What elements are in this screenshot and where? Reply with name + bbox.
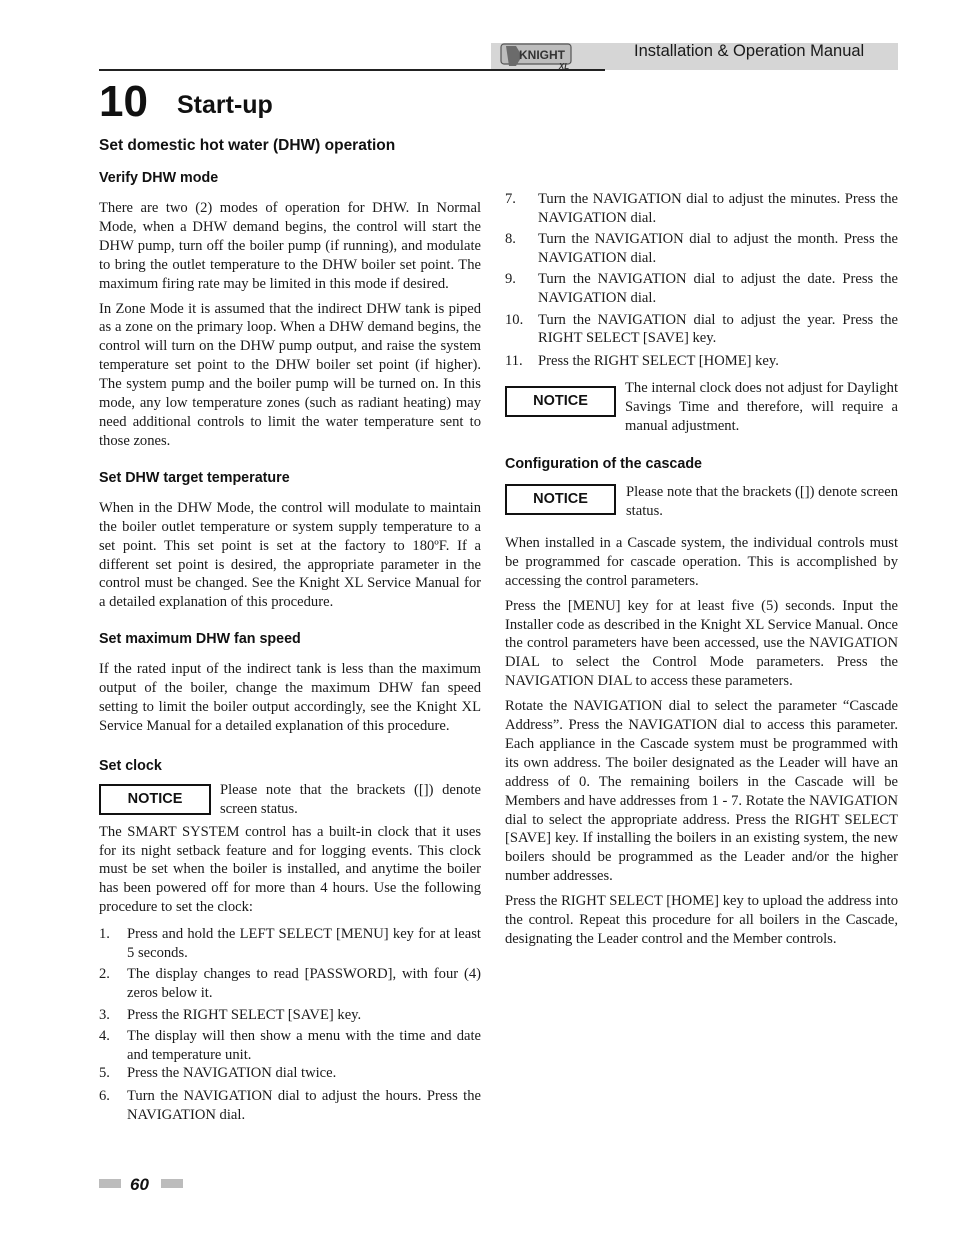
knight-xl-logo [500, 42, 580, 70]
chapter-title: Start-up [177, 91, 273, 119]
cascade-heading: Configuration of the cascade [505, 456, 703, 473]
notice-label: NOTICE [505, 386, 616, 417]
cascade-paragraph-2: Press the [MENU] key for at least five (5) seconds. Input the Installer code as described in the Knight XL Service Manual. Once the control parameters have been accessed, use the NAVIGATION DIAL to select the Control Mode parameters. Press the NAVIGATION DIAL to access these parameters. [505, 597, 898, 690]
clock-steps-list [99, 925, 481, 1124]
set-clock-heading: Set clock [99, 757, 162, 774]
dst-notice [505, 379, 898, 436]
notice-label: NOTICE [99, 784, 211, 815]
footer-bar-left [99, 1179, 121, 1188]
notice-text: Please note that the brackets ([]) denote screen status. [626, 484, 898, 519]
list-item: 9. Turn the NAVIGATION dial to adjust the date. Press the NAVIGATION dial. [505, 271, 898, 306]
cascade-paragraph-4: Press the RIGHT SELECT [HOME] key to upload the address into the control. Repeat this procedure for all boilers in the Cascade, designating the Leader control and the Member controls. [505, 893, 898, 947]
verify-dhw-paragraph-1: There are two (2) modes of operation for DHW. In Normal Mode, when a DHW demand begins, the control will start the DHW pump, turn off the boiler pump (if running), and modulate to bring the outlet temperature to the DHW boiler set point. The maximum firing rate may be limited in this mode if desired. [99, 200, 481, 292]
list-item: 3. Press the RIGHT SELECT [SAVE] key. [99, 1006, 362, 1023]
dhw-fan-heading: Set maximum DHW fan speed [99, 631, 301, 648]
footer-bar-right [161, 1179, 183, 1188]
notice-text: The internal clock does not adjust for Daylight Savings Time and therefore, will require a manual adjustment. [625, 380, 898, 435]
list-item: 4. The display will then show a menu with the time and date and temperature unit. [99, 1028, 481, 1063]
list-item: 8. Turn the NAVIGATION dial to adjust the month. Press the NAVIGATION dial. [505, 231, 898, 266]
clock-notice [99, 781, 481, 819]
left-column [99, 136, 481, 1124]
cascade-paragraph-1: When installed in a Cascade system, the individual controls must be programmed for cascade operation. This is accomplished by accessing the control parameters. [505, 534, 898, 589]
dhw-target-paragraph: When in the DHW Mode, the control will modulate to maintain the boiler outlet temperature or system supply temperature to a set point. This set point is set at the factory to 180ºF. If a different set point is desired, the appropriate parameter in the control must be changed. See the Knight XL Service Manual for a detailed explanation of this procedure. [99, 499, 481, 611]
chapter-number: 10 [99, 77, 148, 126]
right-column [505, 190, 898, 949]
cascade-notice [505, 483, 898, 521]
list-item: 6. Turn the NAVIGATION dial to adjust the hours. Press the NAVIGATION dial. [99, 1087, 481, 1123]
dhw-target-heading: Set DHW target temperature [99, 469, 290, 486]
verify-dhw-paragraph-2: In Zone Mode it is assumed that the indirect DHW tank is piped as a zone on the primary loop. When a DHW demand begins, the control will turn on the DHW pump output, and raise the system temperature set point to the DHW boiler set point (if higher). The system pump and the boiler pump will be turned on. In this mode, any low temperature zones (such as radiant heating) may need additional controls to limit the water temperature sent to those zones. [99, 300, 481, 449]
list-item: 11. Press the RIGHT SELECT [HOME] key. [505, 352, 779, 369]
list-item: 5. Press the NAVIGATION dial twice. [99, 1065, 337, 1082]
list-item: 7. Turn the NAVIGATION dial to adjust the minutes. Press the NAVIGATION dial. [505, 191, 898, 226]
section-title: Set domestic hot water (DHW) operation [99, 137, 396, 154]
page-number: 60 [130, 1175, 149, 1194]
dhw-fan-paragraph: If the rated input of the indirect tank is less than the maximum output of the boiler, change the maximum DHW fan speed setting to limit the boiler output accordingly, see the Knight XL Service Manual for a detailed explanation of this procedure. [99, 661, 481, 734]
notice-text: Please note that the brackets ([]) denote screen status. [220, 781, 481, 817]
svg-text:KNIGHT: KNIGHT [519, 48, 565, 62]
notice-label: NOTICE [505, 484, 616, 515]
list-item: 2. The display changes to read [PASSWORD], with four (4) zeros below it. [99, 966, 481, 1001]
set-clock-paragraph: The SMART SYSTEM control has a built-in clock that it uses for its night setback feature and for logging events. This clock must be set when the boiler is installed, and anytime the boiler has been powered off for more than 4 hours. Use the following procedure to set the clock: [99, 823, 481, 916]
manual-title: Installation & Operation Manual [634, 42, 865, 60]
svg-text:XL: XL [558, 62, 570, 70]
list-item: 10. Turn the NAVIGATION dial to adjust the year. Press the RIGHT SELECT [SAVE] key. [505, 311, 898, 347]
verify-dhw-heading: Verify DHW mode [99, 170, 219, 186]
cascade-paragraph-3: Rotate the NAVIGATION dial to select the parameter “Cascade Address”. Press the NAVIGATION dial to access this parameter. Each appliance in the Cascade system must be programmed with its own address. The boiler designated as the Leader will have an address of 0. The remaining boilers in the Cascade will be Members and have addresses from 1 - 7. Rotate the NAVIGATION dial to select the appropriate address. Press the RIGHT SELECT [SAVE] key. If installing the boilers in an existing system, the new boilers should be programmed as the Leader and/or the higher number addresses. [505, 698, 898, 885]
clock-steps-list-continued [505, 190, 898, 370]
list-item: 1. Press and hold the LEFT SELECT [MENU] key for at least 5 seconds. [99, 926, 481, 961]
